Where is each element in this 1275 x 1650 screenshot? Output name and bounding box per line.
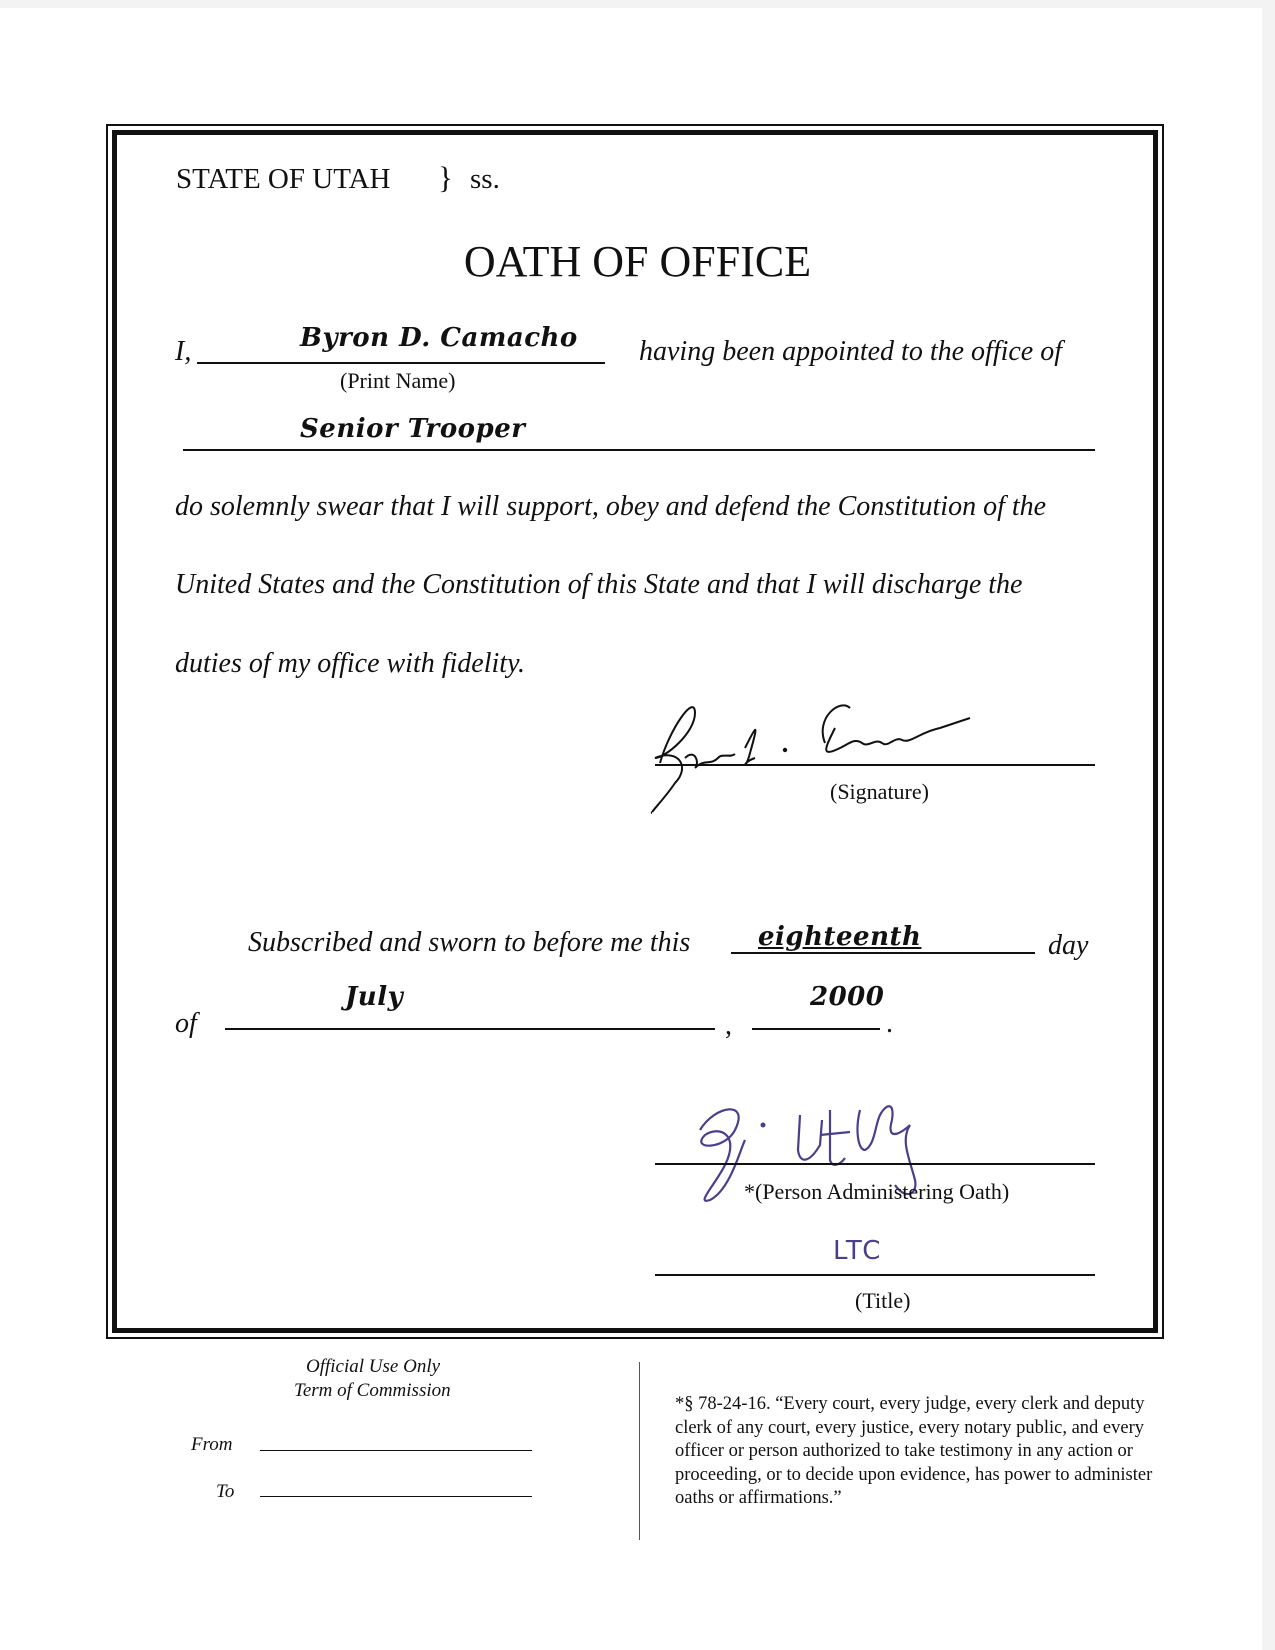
state-label: STATE OF UTAH — [176, 163, 391, 195]
inner-border — [112, 130, 1158, 1333]
month-line — [225, 1028, 715, 1030]
title-line — [655, 1274, 1095, 1276]
administrator-line — [655, 1163, 1095, 1165]
year-line — [752, 1028, 880, 1030]
administrator-caption: *(Person Administering Oath) — [744, 1179, 1010, 1204]
title-caption: (Title) — [855, 1288, 911, 1313]
to-line — [260, 1496, 532, 1497]
oath-taker-signature — [640, 688, 1000, 818]
state-brace: } — [438, 160, 453, 195]
day-label: day — [1048, 930, 1089, 961]
print-name-caption: (Print Name) — [340, 368, 456, 393]
signature-caption: (Signature) — [830, 779, 929, 804]
ss-label: ss. — [470, 163, 500, 195]
of-label: of — [175, 1008, 197, 1039]
comma: , — [725, 1010, 732, 1041]
month-handwritten: July — [345, 982, 404, 1012]
to-label: To — [216, 1481, 235, 1502]
title-handwritten: LTC — [833, 1236, 883, 1266]
footer-divider — [639, 1362, 640, 1540]
name-handwritten: Byron D. Camacho — [300, 323, 578, 353]
term-of-commission-heading: Term of Commission — [294, 1380, 451, 1401]
i-prefix: I, — [175, 336, 192, 367]
office-handwritten: Senior Trooper — [300, 414, 526, 444]
name-line — [197, 362, 605, 364]
statute-footnote: *§ 78-24-16. “Every court, every judge, every clerk and deputy clerk of any court, every justice, every notary public, and every officer or person authorized to take testimony in any action or proceeding, or to decide upon evidence, has power to administer oaths or affirmations.” — [675, 1394, 1153, 1508]
period: . — [886, 1008, 893, 1039]
from-label: From — [191, 1434, 233, 1455]
oath-line-3: duties of my office with fidelity. — [175, 648, 525, 679]
sworn-intro: Subscribed and sworn to before me this — [248, 927, 691, 958]
office-line — [183, 449, 1095, 451]
oath-line-2: United States and the Constitution of this State and that I will discharge the — [175, 569, 1023, 600]
day-handwritten: eighteenth — [758, 922, 922, 952]
year-handwritten: 2000 — [810, 982, 885, 1012]
official-use-heading: Official Use Only — [306, 1356, 441, 1377]
signature-line — [655, 764, 1095, 766]
day-line — [731, 952, 1035, 954]
appointed-text: having been appointed to the office of — [639, 336, 1063, 367]
oath-line-1: do solemnly swear that I will support, obey and defend the Constitution of the — [175, 491, 1047, 522]
document-title: OATH OF OFFICE — [463, 237, 812, 286]
from-line — [260, 1450, 532, 1451]
